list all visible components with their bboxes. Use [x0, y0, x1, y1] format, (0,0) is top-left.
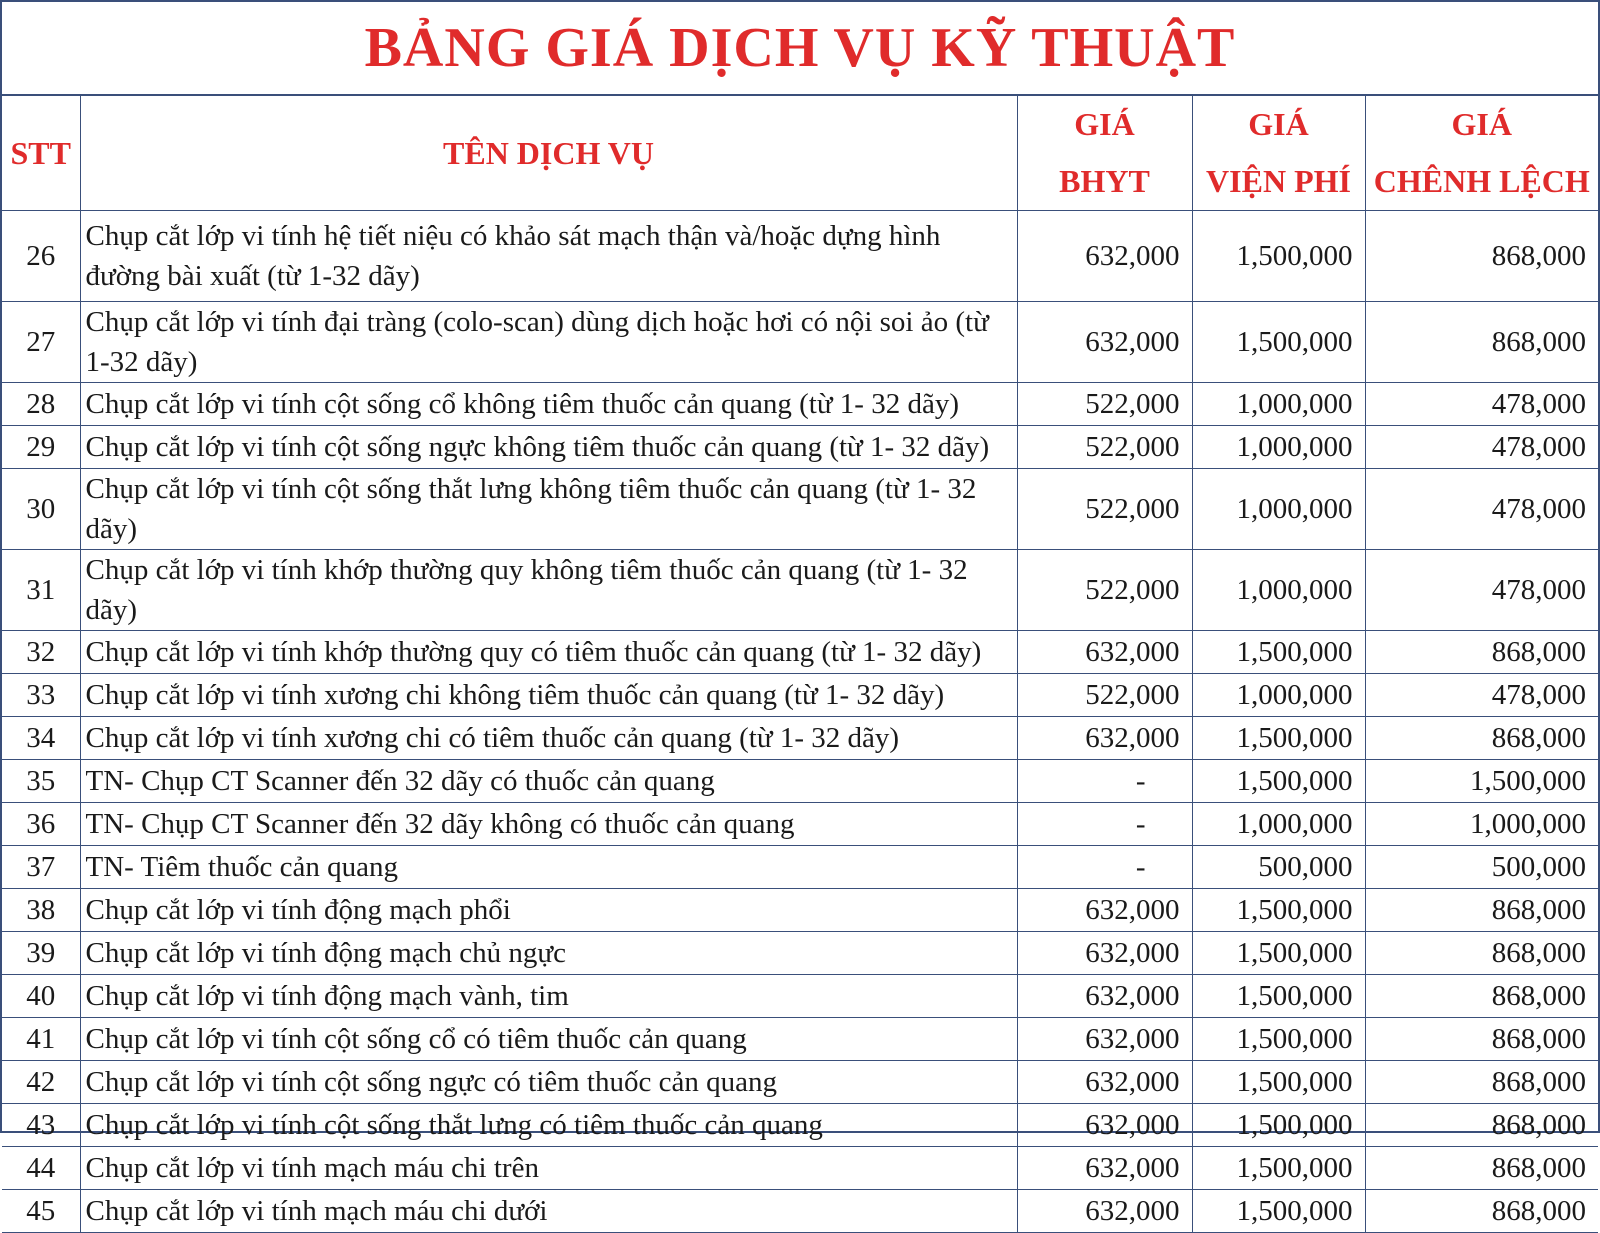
header-stt: STT — [2, 96, 80, 211]
row-service-name: Chụp cắt lớp vi tính cột sống thắt lưng không tiêm thuốc cản quang (từ 1- 32 dãy) — [80, 469, 1017, 550]
row-service-name: Chụp cắt lớp vi tính động mạch chủ ngực — [80, 932, 1017, 975]
row-price-bhyt: 522,000 — [1017, 550, 1192, 631]
row-price-bhyt: 522,000 — [1017, 383, 1192, 426]
row-price-bhyt: 522,000 — [1017, 469, 1192, 550]
row-price-chenh-lech: 868,000 — [1365, 1018, 1598, 1061]
row-price-bhyt: 632,000 — [1017, 1190, 1192, 1233]
row-stt: 42 — [2, 1061, 80, 1104]
row-price-chenh-lech: 868,000 — [1365, 631, 1598, 674]
row-service-name: Chụp cắt lớp vi tính xương chi không tiêm thuốc cản quang (từ 1- 32 dãy) — [80, 674, 1017, 717]
row-price-chenh-lech: 478,000 — [1365, 383, 1598, 426]
row-price-bhyt: 632,000 — [1017, 211, 1192, 302]
row-price-vien-phi: 1,000,000 — [1192, 803, 1365, 846]
header-vien-phi-line1: GIÁ — [1248, 106, 1309, 142]
row-price-chenh-lech: 868,000 — [1365, 211, 1598, 302]
table-row — [2, 975, 1598, 1018]
row-price-chenh-lech: 1,000,000 — [1365, 803, 1598, 846]
row-price-chenh-lech: 478,000 — [1365, 674, 1598, 717]
row-stt: 27 — [2, 302, 80, 383]
row-price-chenh-lech: 868,000 — [1365, 302, 1598, 383]
row-price-vien-phi: 1,500,000 — [1192, 1190, 1365, 1233]
row-price-bhyt: - — [1017, 846, 1192, 889]
row-price-vien-phi: 1,500,000 — [1192, 717, 1365, 760]
row-stt: 43 — [2, 1104, 80, 1147]
row-price-bhyt: 632,000 — [1017, 1147, 1192, 1190]
row-price-bhyt: 632,000 — [1017, 1061, 1192, 1104]
table-row — [2, 1190, 1598, 1233]
table-body — [2, 211, 1598, 1233]
row-price-vien-phi: 1,500,000 — [1192, 889, 1365, 932]
row-stt: 26 — [2, 211, 80, 302]
table-row — [2, 469, 1598, 550]
row-service-name: Chụp cắt lớp vi tính xương chi có tiêm thuốc cản quang (từ 1- 32 dãy) — [80, 717, 1017, 760]
header-chenh-lech-line1: GIÁ — [1451, 106, 1512, 142]
row-stt: 36 — [2, 803, 80, 846]
row-stt: 39 — [2, 932, 80, 975]
row-price-vien-phi: 1,000,000 — [1192, 469, 1365, 550]
table-row — [2, 1061, 1598, 1104]
table-header-row — [2, 96, 1598, 211]
row-stt: 41 — [2, 1018, 80, 1061]
row-stt: 44 — [2, 1147, 80, 1190]
row-price-vien-phi: 1,500,000 — [1192, 302, 1365, 383]
row-price-chenh-lech: 868,000 — [1365, 717, 1598, 760]
row-stt: 38 — [2, 889, 80, 932]
row-stt: 33 — [2, 674, 80, 717]
table-row — [2, 1147, 1598, 1190]
header-bhyt-line2: BHYT — [1059, 163, 1150, 199]
row-service-name: Chụp cắt lớp vi tính động mạch phổi — [80, 889, 1017, 932]
row-price-bhyt: 522,000 — [1017, 426, 1192, 469]
row-price-chenh-lech: 478,000 — [1365, 469, 1598, 550]
row-price-vien-phi: 1,500,000 — [1192, 932, 1365, 975]
row-price-chenh-lech: 868,000 — [1365, 1061, 1598, 1104]
row-price-bhyt: 632,000 — [1017, 302, 1192, 383]
row-service-name: Chụp cắt lớp vi tính cột sống ngực không tiêm thuốc cản quang (từ 1- 32 dãy) — [80, 426, 1017, 469]
table-row — [2, 211, 1598, 302]
header-bhyt-line1: GIÁ — [1074, 106, 1135, 142]
table-row — [2, 932, 1598, 975]
price-table — [2, 96, 1598, 1233]
row-stt: 35 — [2, 760, 80, 803]
row-price-chenh-lech: 868,000 — [1365, 1147, 1598, 1190]
row-price-chenh-lech: 868,000 — [1365, 1104, 1598, 1147]
header-chenh-lech — [1365, 96, 1598, 211]
row-price-chenh-lech: 478,000 — [1365, 426, 1598, 469]
row-stt: 28 — [2, 383, 80, 426]
row-service-name: TN- Tiêm thuốc cản quang — [80, 846, 1017, 889]
table-row — [2, 1018, 1598, 1061]
header-vien-phi-line2: VIỆN PHÍ — [1206, 163, 1351, 199]
header-vien-phi — [1192, 96, 1365, 211]
row-price-bhyt: 632,000 — [1017, 932, 1192, 975]
row-price-vien-phi: 1,500,000 — [1192, 1147, 1365, 1190]
row-price-vien-phi: 1,000,000 — [1192, 426, 1365, 469]
header-name: TÊN DỊCH VỤ — [80, 96, 1017, 211]
row-price-vien-phi: 1,500,000 — [1192, 1018, 1365, 1061]
row-price-vien-phi: 1,000,000 — [1192, 550, 1365, 631]
row-price-chenh-lech: 868,000 — [1365, 932, 1598, 975]
table-row — [2, 846, 1598, 889]
header-chenh-lech-line2: CHÊNH LỆCH — [1373, 163, 1590, 199]
row-price-bhyt: 522,000 — [1017, 674, 1192, 717]
table-row — [2, 550, 1598, 631]
table-row — [2, 674, 1598, 717]
row-price-vien-phi: 1,500,000 — [1192, 631, 1365, 674]
row-price-bhyt: - — [1017, 803, 1192, 846]
row-service-name: Chụp cắt lớp vi tính hệ tiết niệu có khảo sát mạch thận và/hoặc dựng hình đường bài xuất (từ 1-32 dãy) — [80, 211, 1017, 302]
row-stt: 32 — [2, 631, 80, 674]
row-service-name: Chụp cắt lớp vi tính cột sống cổ không tiêm thuốc cản quang (từ 1- 32 dãy) — [80, 383, 1017, 426]
row-price-vien-phi: 1,000,000 — [1192, 383, 1365, 426]
table-row — [2, 803, 1598, 846]
row-service-name: Chụp cắt lớp vi tính cột sống cổ có tiêm thuốc cản quang — [80, 1018, 1017, 1061]
row-service-name: TN- Chụp CT Scanner đến 32 dãy không có thuốc cản quang — [80, 803, 1017, 846]
table-row — [2, 760, 1598, 803]
row-price-vien-phi: 1,500,000 — [1192, 1061, 1365, 1104]
header-bhyt — [1017, 96, 1192, 211]
row-service-name: Chụp cắt lớp vi tính mạch máu chi dưới — [80, 1190, 1017, 1233]
row-price-chenh-lech: 868,000 — [1365, 1190, 1598, 1233]
row-price-vien-phi: 1,500,000 — [1192, 975, 1365, 1018]
row-stt: 37 — [2, 846, 80, 889]
table-row — [2, 383, 1598, 426]
row-price-chenh-lech: 478,000 — [1365, 550, 1598, 631]
row-service-name: Chụp cắt lớp vi tính khớp thường quy không tiêm thuốc cản quang (từ 1- 32 dãy) — [80, 550, 1017, 631]
row-price-vien-phi: 1,000,000 — [1192, 674, 1365, 717]
row-price-bhyt: 632,000 — [1017, 1104, 1192, 1147]
row-price-chenh-lech: 1,500,000 — [1365, 760, 1598, 803]
row-service-name: Chụp cắt lớp vi tính khớp thường quy có tiêm thuốc cản quang (từ 1- 32 dãy) — [80, 631, 1017, 674]
row-service-name: Chụp cắt lớp vi tính mạch máu chi trên — [80, 1147, 1017, 1190]
row-service-name: Chụp cắt lớp vi tính cột sống ngực có tiêm thuốc cản quang — [80, 1061, 1017, 1104]
row-price-chenh-lech: 500,000 — [1365, 846, 1598, 889]
page-title: BẢNG GIÁ DỊCH VỤ KỸ THUẬT — [2, 2, 1598, 96]
table-row — [2, 1104, 1598, 1147]
row-price-bhyt: 632,000 — [1017, 975, 1192, 1018]
row-stt: 29 — [2, 426, 80, 469]
table-row — [2, 889, 1598, 932]
table-row — [2, 631, 1598, 674]
row-service-name: Chụp cắt lớp vi tính động mạch vành, tim — [80, 975, 1017, 1018]
row-price-bhyt: 632,000 — [1017, 717, 1192, 760]
row-price-vien-phi: 1,500,000 — [1192, 1104, 1365, 1147]
row-price-vien-phi: 1,500,000 — [1192, 211, 1365, 302]
row-stt: 30 — [2, 469, 80, 550]
table-row — [2, 426, 1598, 469]
row-price-vien-phi: 1,500,000 — [1192, 760, 1365, 803]
row-stt: 45 — [2, 1190, 80, 1233]
row-service-name: Chụp cắt lớp vi tính cột sống thắt lưng có tiêm thuốc cản quang — [80, 1104, 1017, 1147]
table-row — [2, 717, 1598, 760]
row-stt: 31 — [2, 550, 80, 631]
row-price-chenh-lech: 868,000 — [1365, 975, 1598, 1018]
row-price-bhyt: - — [1017, 760, 1192, 803]
row-stt: 40 — [2, 975, 80, 1018]
row-price-chenh-lech: 868,000 — [1365, 889, 1598, 932]
row-price-bhyt: 632,000 — [1017, 889, 1192, 932]
row-price-vien-phi: 500,000 — [1192, 846, 1365, 889]
row-service-name: Chụp cắt lớp vi tính đại tràng (colo-scan) dùng dịch hoặc hơi có nội soi ảo (từ 1-32 dãy) — [80, 302, 1017, 383]
row-service-name: TN- Chụp CT Scanner đến 32 dãy có thuốc cản quang — [80, 760, 1017, 803]
row-price-bhyt: 632,000 — [1017, 631, 1192, 674]
table-row — [2, 302, 1598, 383]
row-stt: 34 — [2, 717, 80, 760]
row-price-bhyt: 632,000 — [1017, 1018, 1192, 1061]
